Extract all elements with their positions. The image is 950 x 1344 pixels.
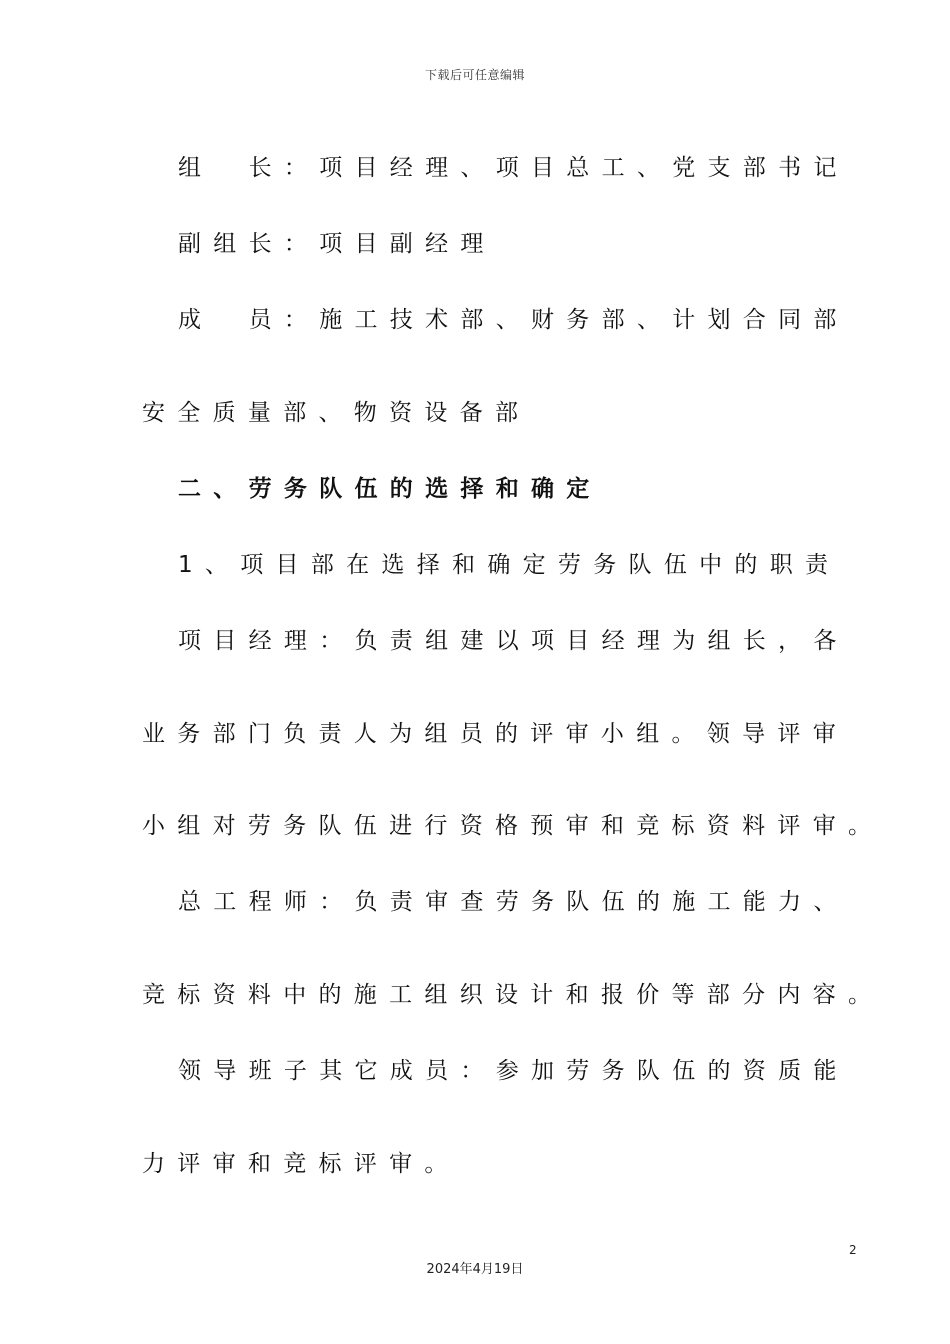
paragraph-line: 项目经理：负责组建以项目经理为组长，各: [178, 628, 849, 654]
subsection-heading: 1、项目部在选择和确定劳务队伍中的职责: [178, 552, 841, 578]
paragraph-line: 总工程师：负责审查劳务队伍的施工能力、: [178, 889, 849, 915]
members-line: 成 员：施工技术部、财务部、计划合同部: [178, 307, 849, 333]
header-note: 下载后可任意编辑: [424, 68, 525, 82]
section-heading: 二、劳务队伍的选择和确定: [178, 476, 602, 502]
paragraph-line: 小组对劳务队伍进行资格预审和竞标资料评审。: [142, 813, 884, 839]
paragraph-line: 竞标资料中的施工组织设计和报价等部分内容。: [142, 982, 884, 1008]
paragraph-line: 领导班子其它成员：参加劳务队伍的资质能: [178, 1058, 849, 1084]
page-number: 2: [849, 1243, 857, 1257]
paragraph-line: 业务部门负责人为组员的评审小组。领导评审: [142, 721, 848, 747]
leader-line: 组 长：项目经理、项目总工、党支部书记: [178, 155, 849, 181]
deputy-leader-line: 副组长：项目副经理: [178, 231, 496, 257]
members-line-continued: 安全质量部、物资设备部: [142, 400, 531, 426]
paragraph-line: 力评审和竞标评审。: [142, 1151, 460, 1177]
footer-date: 2024年4月19日: [426, 1262, 524, 1277]
